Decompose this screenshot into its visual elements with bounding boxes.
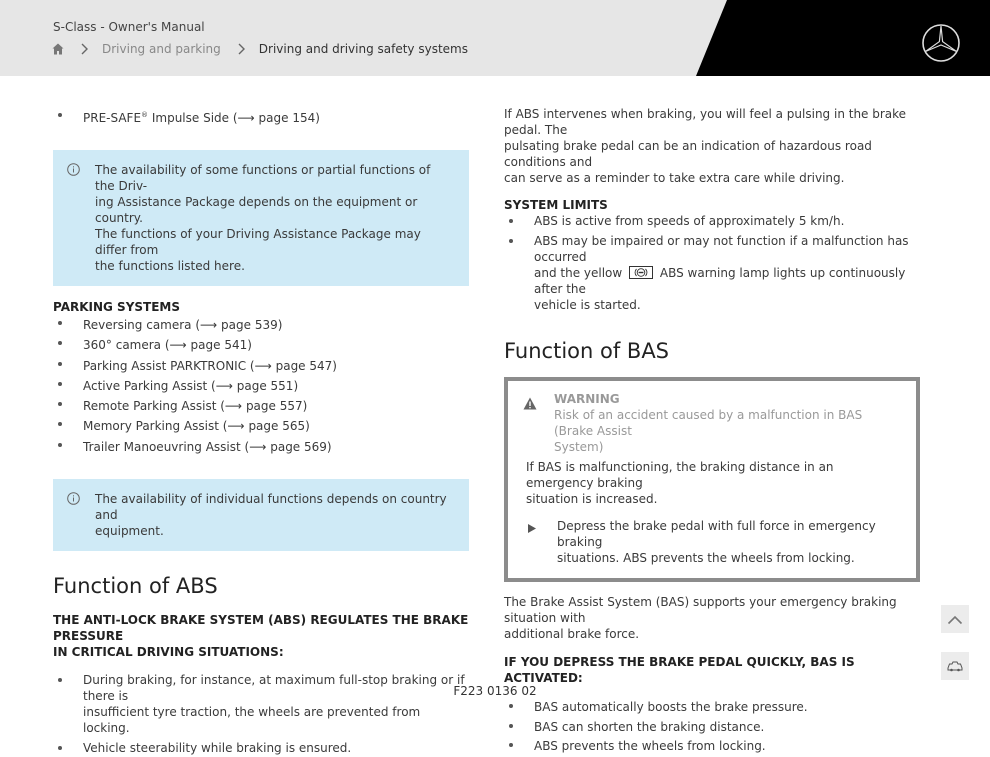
bas-subheading: IF YOU DEPRESS THE BRAKE PEDAL QUICKLY, BAS IS ACTIVATED: <box>504 655 855 685</box>
vehicle-icon <box>947 657 963 676</box>
info-box-driving-assistance <box>53 150 469 286</box>
info-icon <box>67 492 80 505</box>
chevron-right-icon <box>234 42 248 56</box>
list-item-line: Vehicle steerability while braking is ensured. <box>83 741 352 756</box>
warning-action-line: situations. ABS prevents the wheels from locking. <box>557 551 855 565</box>
list-item-line: During braking, for instance, at maximum full-stop braking or if there is <box>83 673 465 704</box>
paragraph-line: additional brake force. <box>504 627 640 641</box>
list-item-line: ABS may be impaired or may not function if a malfunction has occurred <box>534 234 909 264</box>
warning-risk <box>522 407 902 455</box>
breadcrumb-current: Driving and driving safety systems <box>258 42 468 56</box>
list-item: ABS is active from speeds of approximately 5 km/h. <box>504 213 920 229</box>
parking-systems-heading: PARKING SYSTEMS <box>53 300 180 314</box>
warning-body <box>522 459 902 507</box>
warning-body-line: If BAS is malfunctioning, the braking distance in an emergency braking <box>526 460 834 490</box>
paragraph-line: can serve as a reminder to take extra care while driving. <box>504 171 845 185</box>
vehicle-view-button[interactable] <box>941 652 969 680</box>
info-line: ing Assistance Package depends on the equipment or country. <box>95 195 418 225</box>
home-icon[interactable] <box>52 43 64 55</box>
info-line: equipment. <box>95 524 164 539</box>
parking-systems-list <box>53 315 469 457</box>
chevron-up-icon <box>947 610 963 629</box>
list-item[interactable]: Remote Parking Assist (⟶ page 557) <box>53 396 469 416</box>
action-arrow-icon <box>528 521 536 530</box>
bas-section-title: Function of BAS <box>504 339 670 363</box>
manual-title: S-Class - Owner's Manual <box>53 20 205 34</box>
bas-paragraph <box>504 594 920 642</box>
list-item[interactable]: Parking Assist PARKTRONIC (⟶ page 547) <box>53 356 469 376</box>
scroll-top-button[interactable] <box>941 605 969 633</box>
paragraph-line: pulsating brake pedal can be an indication of hazardous road conditions and <box>504 139 872 169</box>
info-text <box>95 162 447 274</box>
bas-list <box>504 698 920 757</box>
abs-subheading-line: THE ANTI-LOCK BRAKE SYSTEM (ABS) REGULATES THE BRAKE PRESSURE <box>53 613 469 644</box>
list-item[interactable]: Active Parking Assist (⟶ page 551) <box>53 376 469 396</box>
paragraph-line: The Brake Assist System (BAS) supports your emergency braking situation with <box>504 595 897 625</box>
list-item-line: insufficient tyre traction, the wheels are prevented from locking. <box>83 705 421 736</box>
presafe-link-label: PRE-SAFE <box>83 111 142 125</box>
list-item: ABS prevents the wheels from locking. <box>504 737 920 757</box>
list-item-text: ABS warning lamp lights up continuously after the <box>534 266 906 296</box>
list-item[interactable]: Trailer Manoeuvring Assist (⟶ page 569) <box>53 437 469 457</box>
list-item[interactable] <box>53 107 469 126</box>
warning-triangle-icon <box>523 397 537 410</box>
list-item <box>53 740 469 756</box>
header-black-panel <box>0 0 990 76</box>
info-line: The functions of your Driving Assistance Package may differ from <box>95 227 421 257</box>
info-line: The availability of some functions or partial functions of the Driv- <box>95 163 431 193</box>
right-column <box>504 106 920 757</box>
info-text <box>95 491 447 539</box>
warning-body-line: situation is increased. <box>526 492 658 506</box>
left-column <box>53 107 469 756</box>
list-item <box>53 672 469 736</box>
info-line: the functions listed here. <box>95 259 245 273</box>
list-item-line: vehicle is started. <box>534 298 641 312</box>
abs-section-title: Function of ABS <box>53 574 218 599</box>
breadcrumb <box>52 42 468 56</box>
list-item <box>504 233 920 313</box>
warning-title: WARNING <box>554 392 620 406</box>
list-item[interactable]: Memory Parking Assist (⟶ page 565) <box>53 416 469 436</box>
abs-subheading <box>53 612 469 660</box>
list-item: BAS automatically boosts the brake pressure. <box>504 698 920 718</box>
breadcrumb-link-driving-parking[interactable]: Driving and parking <box>102 42 221 56</box>
abs-warning-lamp-icon <box>629 266 653 279</box>
warning-action-line: Depress the brake pedal with full force in emergency braking <box>557 519 876 549</box>
mercedes-star-logo <box>921 23 961 63</box>
warning-risk-line: System) <box>554 440 604 454</box>
list-item: BAS can shorten the braking distance. <box>504 718 920 738</box>
page-header <box>0 0 990 76</box>
presafe-link-page: Impulse Side (⟶ page 154) <box>148 111 320 125</box>
system-limits-heading: SYSTEM LIMITS <box>504 198 608 212</box>
chevron-right-icon <box>77 42 91 56</box>
figure-code: F223 0136 02 <box>453 684 537 698</box>
info-icon <box>67 163 80 176</box>
list-item-text: and the yellow <box>534 266 623 280</box>
abs-paragraph <box>504 106 920 186</box>
info-box-availability <box>53 479 469 551</box>
presafe-list <box>53 107 469 126</box>
warning-risk-line: Risk of an accident caused by a malfunction in BAS (Brake Assist <box>554 408 863 438</box>
list-item[interactable]: 360° camera (⟶ page 541) <box>53 335 469 355</box>
list-item-line <box>534 265 920 297</box>
abs-subheading-line: IN CRITICAL DRIVING SITUATIONS: <box>53 645 284 660</box>
info-line: The availability of individual functions depends on country and <box>95 492 447 523</box>
paragraph-line: If ABS intervenes when braking, you will feel a pulsing in the brake pedal. The <box>504 107 907 137</box>
system-limits-list <box>504 213 920 313</box>
registered-mark: ® <box>141 111 149 119</box>
warning-action <box>522 518 902 566</box>
warning-box <box>504 377 920 582</box>
list-item[interactable]: Reversing camera (⟶ page 539) <box>53 315 469 335</box>
